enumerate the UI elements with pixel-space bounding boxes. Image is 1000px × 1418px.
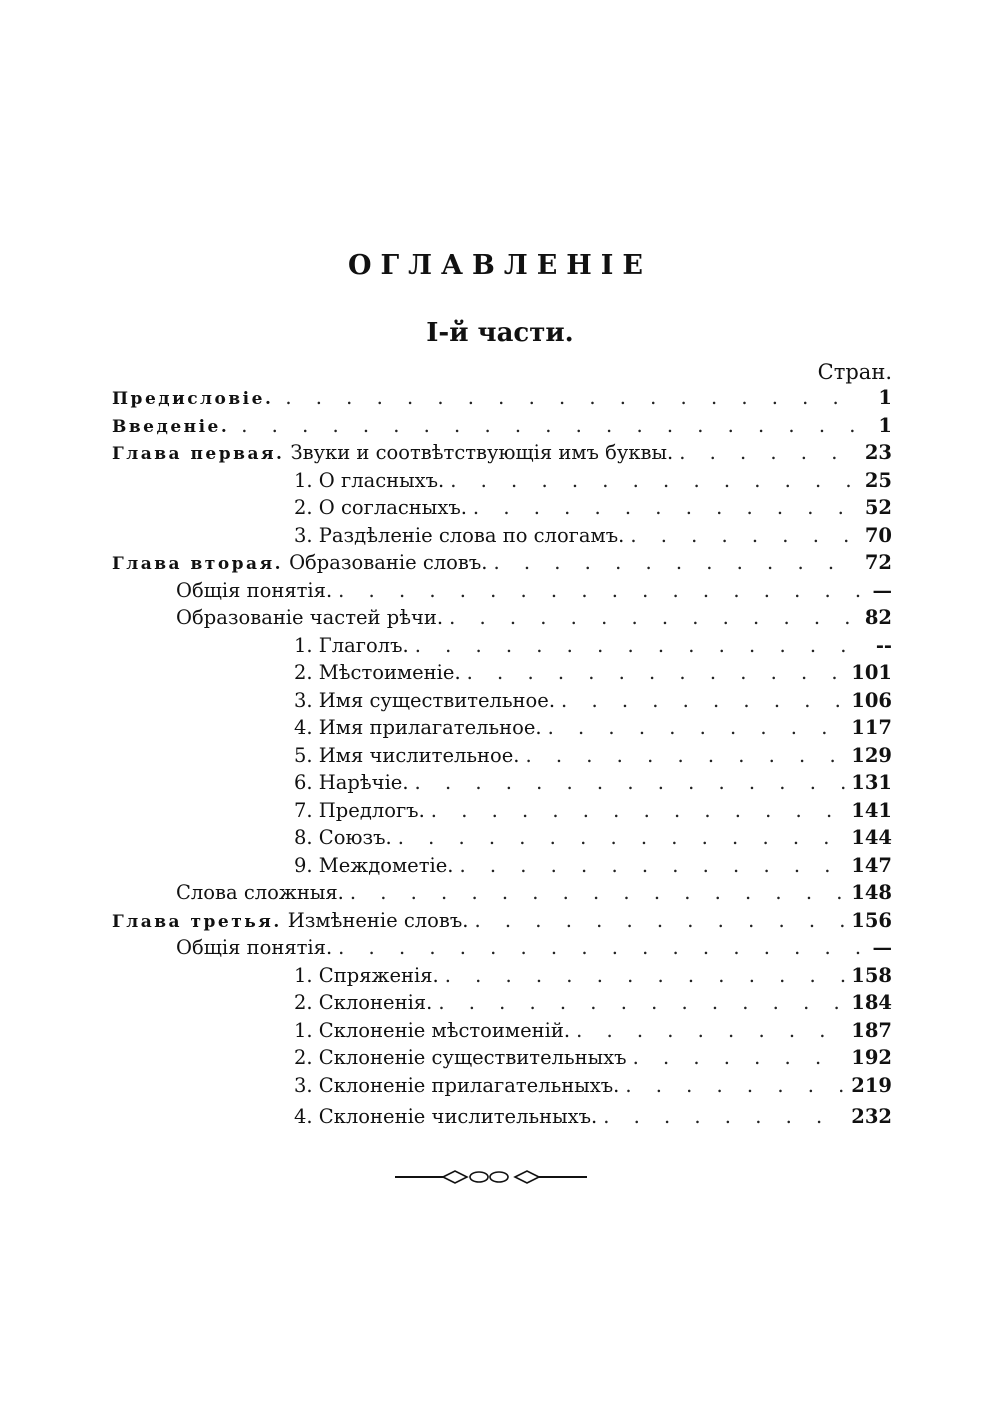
dot-leader <box>398 826 846 849</box>
toc-entry-text: 2. Склоненiе существительныхъ <box>294 1046 627 1069</box>
toc-entry-page: 101 <box>851 661 892 684</box>
toc-entry <box>112 386 892 414</box>
toc-entry-label <box>112 771 409 794</box>
toc-entry-page: 232 <box>851 1105 892 1128</box>
toc-entry-text: 1. Спряженiя. <box>294 963 439 987</box>
toc-entry-label <box>112 414 235 437</box>
toc-entry <box>112 1046 892 1074</box>
toc-entry-label <box>112 964 439 987</box>
toc-entry <box>112 524 892 552</box>
toc-entry-page: 117 <box>851 716 892 739</box>
toc-entry <box>112 1074 892 1102</box>
toc-entry <box>112 579 892 607</box>
toc-entry-page: 25 <box>864 468 892 492</box>
toc-entry <box>112 551 892 579</box>
toc-entry-label <box>112 386 279 409</box>
toc-entry-page: 187 <box>851 1018 892 1042</box>
dot-leader <box>576 1019 845 1042</box>
toc-entry <box>112 744 892 772</box>
toc-entry-text: 4. Имя прилагательное. <box>294 716 542 739</box>
toc-entry-page: 147 <box>851 853 892 877</box>
dot-leader <box>603 1105 845 1128</box>
dot-leader <box>467 661 846 684</box>
toc-entry-text: 9. Междометiе. <box>294 853 454 877</box>
toc-entry-text: 2. Склоненiя. <box>294 991 433 1014</box>
dot-leader <box>625 1074 845 1097</box>
toc-entry <box>112 634 892 662</box>
toc-entry-label <box>112 991 432 1014</box>
toc-entry-text: 2. Мѣстоименiе. <box>294 661 461 684</box>
toc-entry <box>112 1105 892 1133</box>
dot-leader <box>438 991 845 1014</box>
double-line-ornament-icon <box>395 1166 587 1188</box>
toc-entry-label <box>112 881 344 904</box>
toc-entry-page: 131 <box>851 771 892 794</box>
toc-entry-prefix: Глава первая. <box>112 444 285 464</box>
dot-leader <box>561 689 845 712</box>
toc-entry <box>112 469 892 497</box>
dot-leader <box>415 634 864 657</box>
dot-leader <box>548 716 846 739</box>
toc-entry <box>112 936 892 964</box>
toc-entry-label <box>112 716 542 739</box>
toc-entry-page: 72 <box>864 551 892 574</box>
dot-leader <box>475 909 846 932</box>
toc-entry-text: 1. Склоненiе мѣстоименiй. <box>294 1018 571 1042</box>
toc-entry-label <box>112 441 673 464</box>
toc-entry-text: 3. Имя существительное. <box>294 688 556 712</box>
toc-entry-text: 3. Раздѣленiе слова по слогамъ. <box>294 523 625 547</box>
toc-entry <box>112 661 892 689</box>
toc-entry <box>112 991 892 1019</box>
page-column-header: Стран. <box>817 360 892 384</box>
toc-entry-page: 70 <box>864 523 892 547</box>
toc-entry-label <box>112 606 443 629</box>
toc-entry-page: 1 <box>878 386 892 409</box>
toc-entry <box>112 496 892 524</box>
dot-leader <box>633 1046 846 1069</box>
toc-entry-text: Измѣненiе словъ. <box>287 908 469 932</box>
toc-entry-page: 144 <box>851 826 892 849</box>
dot-leader <box>449 606 859 629</box>
dot-leader <box>473 496 859 519</box>
toc-entry-label <box>112 689 555 712</box>
toc-entry-page: 141 <box>851 798 892 822</box>
toc-entry <box>112 1019 892 1047</box>
toc-entry-text: 1. О гласныхъ. <box>294 468 445 492</box>
toc-entry-label <box>112 1046 627 1069</box>
toc-entry-text: 8. Союзъ. <box>294 826 392 849</box>
dot-leader <box>241 414 864 437</box>
toc-entry-page: 184 <box>851 991 892 1014</box>
toc-entry-text: 1. Глаголъ. <box>294 633 409 657</box>
dot-leader <box>338 579 864 602</box>
toc-entry <box>112 799 892 827</box>
toc-entry-page: 148 <box>851 881 892 904</box>
dot-leader <box>493 551 858 574</box>
toc-entry-prefix: Введенiе. <box>112 416 230 437</box>
dot-leader <box>445 964 846 987</box>
toc-entry-prefix: Глава вторая. <box>112 554 284 574</box>
toc-entry <box>112 689 892 717</box>
toc-entry-page: 52 <box>864 496 892 519</box>
toc-entry-label <box>112 854 453 877</box>
toc-entry-text: 3. Склоненiе прилагательныхъ. <box>294 1073 620 1097</box>
toc-entry-text: Слова сложныя. <box>176 881 344 904</box>
table-of-contents <box>112 386 892 1133</box>
dot-leader <box>525 744 845 767</box>
toc-entry-text: 2. О согласныхъ. <box>294 496 467 519</box>
toc-entry-page: 158 <box>851 963 892 987</box>
toc-entry-text: Общiя понятiя. <box>176 936 333 959</box>
toc-entry <box>112 881 892 909</box>
toc-entry-label <box>112 524 624 547</box>
toc-entry-label <box>112 744 519 767</box>
toc-entry-text: Общiя понятiя. <box>176 578 333 602</box>
toc-entry-prefix: Глава третья. <box>112 911 282 932</box>
dot-leader <box>431 799 845 822</box>
toc-entry-page: 23 <box>864 441 892 464</box>
page-title: ОГЛАВЛЕНIЕ <box>347 250 653 281</box>
toc-entry-text: 4. Склоненiе числительныхъ. <box>294 1105 598 1128</box>
toc-entry <box>112 716 892 744</box>
toc-entry-page: 219 <box>851 1073 892 1097</box>
toc-entry <box>112 414 892 442</box>
toc-entry-label <box>112 496 467 519</box>
dot-leader <box>285 386 864 409</box>
toc-entry-page: 129 <box>851 743 892 767</box>
toc-entry-text: Образованiе частей рѣчи. <box>176 606 444 629</box>
toc-entry-text: 7. Предлогъ. <box>294 798 425 822</box>
toc-entry-label <box>112 551 487 574</box>
toc-entry-page: 192 <box>851 1046 892 1069</box>
dot-leader <box>338 936 864 959</box>
dot-leader <box>450 469 859 492</box>
toc-entry-label <box>112 1019 570 1042</box>
toc-entry-page: 156 <box>851 908 892 932</box>
dot-leader <box>459 854 845 877</box>
toc-entry-text: 5. Имя числительное. <box>294 743 520 767</box>
toc-entry-prefix: Предисловiе. <box>112 389 274 409</box>
dot-leader <box>679 441 859 464</box>
toc-entry-page: — <box>872 936 892 959</box>
toc-entry <box>112 826 892 854</box>
toc-entry-text: Звуки и соотвѣтствующiя имъ буквы. <box>290 441 674 464</box>
toc-entry-label <box>112 634 409 657</box>
toc-entry-label <box>112 579 332 602</box>
toc-entry-label <box>112 936 332 959</box>
toc-entry <box>112 771 892 799</box>
toc-entry <box>112 854 892 882</box>
dot-leader <box>415 771 846 794</box>
toc-entry-label <box>112 469 444 492</box>
toc-entry-page: — <box>872 578 892 602</box>
toc-entry-label <box>112 826 392 849</box>
toc-entry-text: 6. Нарѣчiе. <box>294 771 409 794</box>
dot-leader <box>630 524 859 547</box>
toc-entry-page: 82 <box>864 606 892 629</box>
toc-entry <box>112 964 892 992</box>
toc-entry-label <box>112 1074 619 1097</box>
toc-entry-label <box>112 909 469 932</box>
toc-entry-label <box>112 1105 597 1128</box>
toc-entry-page: -- <box>875 633 892 657</box>
toc-entry <box>112 441 892 469</box>
toc-entry <box>112 909 892 937</box>
dot-leader <box>350 881 845 904</box>
page-subtitle: I-й части. <box>426 318 574 348</box>
toc-entry-page: 1 <box>878 413 892 437</box>
toc-entry-text: Образованiе словъ. <box>289 551 488 574</box>
toc-entry-page: 106 <box>851 688 892 712</box>
toc-entry-label <box>112 661 461 684</box>
toc-entry-label <box>112 799 425 822</box>
toc-entry <box>112 606 892 634</box>
